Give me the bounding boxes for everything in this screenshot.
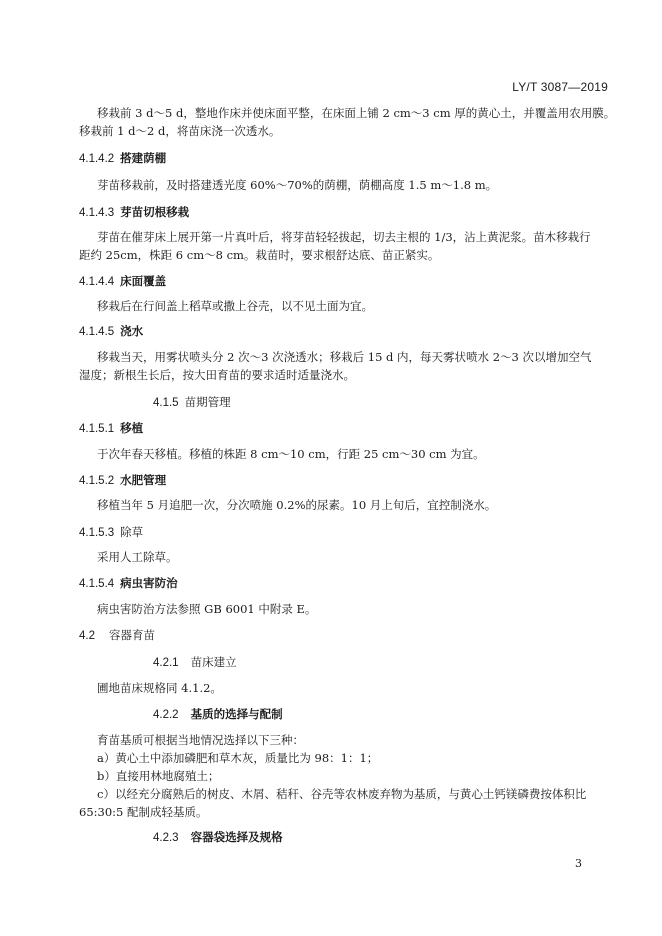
section-title: 基质的选择与配制 — [190, 707, 283, 721]
section-number: 4.1.4.3 — [79, 207, 115, 219]
section-title: 容器育苗 — [109, 628, 155, 642]
section-number: 4.1.4.4 — [79, 276, 115, 288]
body-text-line: 65:30:5 配制成轻基质。 — [79, 805, 208, 819]
section-number: 4.1.4.5 — [79, 326, 115, 338]
section-title: 苗期管理 — [184, 395, 231, 409]
section-heading — [79, 524, 143, 541]
section-number: 4.2.3 — [153, 832, 179, 844]
body-text-line: 移栽当天，用雾状喷头分 2 次～3 次浇透水；移栽后 15 d 内，每天雾状喷水 2～3 次以增加空气 — [97, 350, 592, 364]
list-item: c）以经充分腐熟后的树皮、木屑、秸秆、谷壳等农林废弃物为基质，与黄心土钙镁磷费按体积比 — [97, 787, 587, 801]
body-text-line: 采用人工除草。 — [97, 550, 178, 564]
body-text-line: 移植当年 5 月追肥一次，分次喷施 0.2%的尿素。10 月上旬后，宜控制浇水。 — [97, 498, 497, 512]
section-heading — [79, 575, 178, 592]
page-number: 3 — [575, 857, 582, 870]
section-heading — [79, 627, 155, 644]
section-number: 4.1.5.4 — [79, 578, 115, 590]
section-number: 4.1.5.3 — [79, 527, 115, 539]
section-heading — [79, 150, 166, 167]
section-title: 容器袋选择及规格 — [190, 830, 283, 844]
body-text-line: 芽苗移栽前，及时搭建透光度 60%～70%的荫棚，荫棚高度 1.5 m～1.8 m。 — [97, 178, 498, 192]
body-text-line: 芽苗在催芽床上展开第一片真叶后，将芽苗轻轻拔起，切去主根的 1/3，沾上黄泥浆。苗木移栽行 — [97, 230, 591, 244]
section-title: 床面覆盖 — [120, 274, 167, 288]
section-heading — [79, 273, 166, 290]
section-title: 移植 — [120, 421, 144, 435]
section-heading — [79, 420, 143, 437]
section-title: 搭建荫棚 — [120, 151, 167, 165]
section-heading — [79, 204, 189, 221]
section-heading — [79, 472, 166, 489]
section-heading — [79, 323, 143, 340]
body-text-line: 育苗基质可根据当地情况选择以下三种： — [97, 733, 304, 747]
list-item: a）黄心土中添加磷肥和草木灰，质量比为 98：1：1； — [97, 751, 379, 765]
section-number: 4.2 — [79, 630, 95, 642]
section-title: 苗床建立 — [190, 655, 237, 669]
list-item: b）直接用林地腐殖土； — [97, 769, 220, 783]
section-number: 4.1.4.2 — [79, 153, 115, 165]
section-number: 4.1.5.2 — [79, 475, 115, 487]
body-text-line: 移栽前 1 d～2 d，将苗床浇一次透水。 — [79, 124, 281, 138]
section-heading — [153, 706, 283, 723]
section-number: 4.1.5 — [153, 397, 179, 409]
section-heading — [153, 654, 237, 671]
body-text-line: 移栽前 3 d～5 d，整地作床并使床面平整，在床面上铺 2 cm～3 cm 厚的黄心土，并覆盖用农用膜。 — [97, 106, 616, 120]
body-text-line: 于次年春天移植。移植的株距 8 cm～10 cm，行距 25 cm～30 cm 为宜。 — [97, 447, 485, 461]
section-heading — [153, 829, 283, 846]
standard-code-header: LY/T 3087—2019 — [512, 80, 608, 94]
section-number: 4.2.2 — [153, 709, 179, 721]
section-number: 4.1.5.1 — [79, 423, 115, 435]
body-text-line: 圃地苗床规格同 4.1.2。 — [97, 681, 222, 695]
section-title: 除草 — [120, 525, 144, 539]
section-title: 芽苗切根移栽 — [120, 205, 190, 219]
section-title: 浇水 — [120, 324, 144, 338]
section-title: 病虫害防治 — [120, 576, 178, 590]
section-number: 4.2.1 — [153, 657, 179, 669]
body-text-line: 距约 25cm，株距 6 cm～8 cm。栽苗时，要求根舒达底、苗正紧实。 — [79, 248, 440, 262]
section-title: 水肥管理 — [120, 473, 167, 487]
body-text-line: 移栽后在行间盖上稻草或撒上谷壳，以不见土面为宜。 — [97, 299, 373, 313]
section-heading — [153, 394, 231, 411]
body-text-line: 病虫害防治方法参照 GB 6001 中附录 E。 — [97, 602, 317, 616]
body-text-line: 湿度；新根生长后，按大田育苗的要求适时适量浇水。 — [79, 368, 355, 382]
